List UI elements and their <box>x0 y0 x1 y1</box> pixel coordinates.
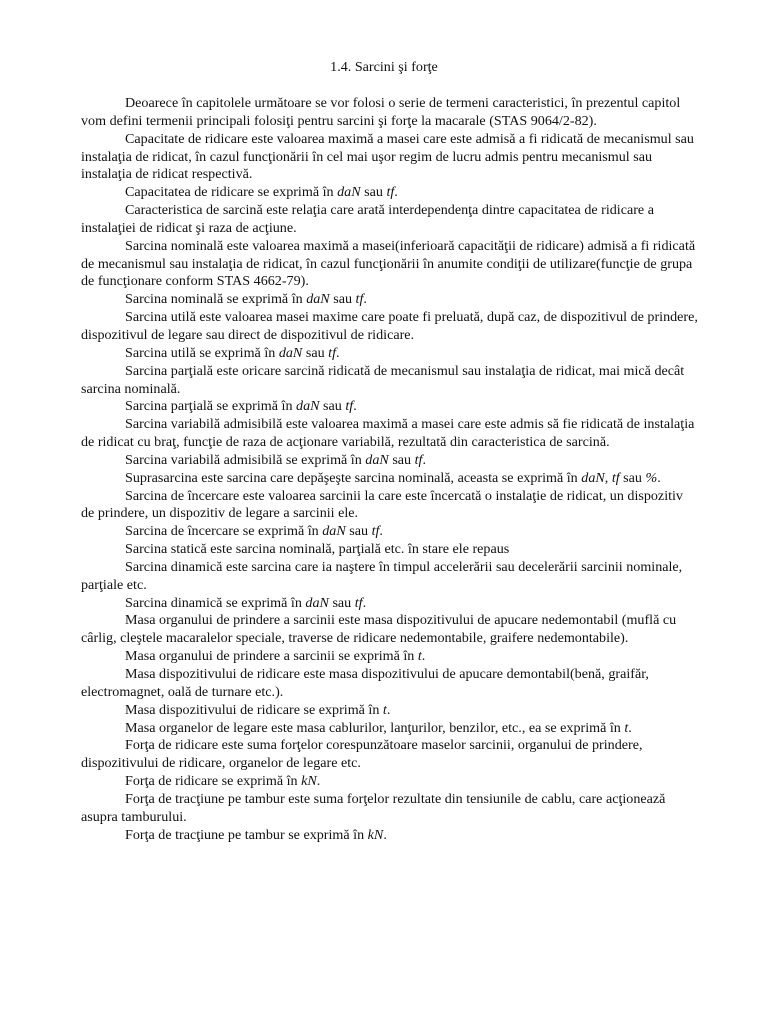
paragraph <box>81 523 699 541</box>
unit-text: daN <box>305 594 329 611</box>
paragraph <box>81 827 699 845</box>
paragraph <box>81 612 699 648</box>
paragraph <box>81 202 699 238</box>
paragraph-text: Forţa de tracţiune pe tambur se exprimă în <box>125 826 368 843</box>
paragraph-text: Sarcina dinamică se exprimă în <box>125 594 306 611</box>
paragraph <box>81 345 699 363</box>
paragraph-text: Sarcina parţială se exprimă în <box>125 398 297 415</box>
unit-text: t <box>382 701 387 718</box>
paragraph-text: Masa dispozitivului de ridicare se exprimă în <box>125 701 383 718</box>
paragraph <box>81 184 699 202</box>
paragraph <box>81 95 699 131</box>
paragraph-text: sau <box>388 451 415 468</box>
paragraph-text: Forţa de ridicare se exprimă în <box>125 773 302 790</box>
section-title: 1.4. Sarcini şi forţe <box>330 59 438 75</box>
paragraph-text: . <box>628 719 632 736</box>
paragraph-text: . <box>657 469 661 486</box>
paragraph-text: Sarcina variabilă admisibilă se exprimă în <box>125 451 366 468</box>
paragraph-text: Sarcina parţială este oricare sarcină ridicată de mecanismul sau instalaţia de ridicat, mai mică decât sarcina nominală. <box>81 362 685 397</box>
unit-text: tf <box>355 291 364 308</box>
unit-text: kN <box>301 773 317 790</box>
paragraph <box>81 720 699 738</box>
paragraph-text: sau <box>360 184 387 201</box>
paragraph-text: Masa organelor de legare este masa cablurilor, lanţurilor, benzilor, etc., ea se exprimă în <box>125 719 625 736</box>
paragraph-text: Sarcina statică este sarcina nominală, parţială etc. în stare ele repaus <box>125 541 510 558</box>
paragraph-text: Sarcina de încercare este valoarea sarcinii la care este încercată o instalaţie de ridicat, un dispozitiv de prindere, un dispozitiv de legare a sarcinii ele. <box>81 487 683 522</box>
unit-text: daN <box>337 184 361 201</box>
paragraph <box>81 452 699 470</box>
paragraph <box>81 309 699 345</box>
paragraph-text: Caracteristica de sarcină este relaţia care arată interdependenţa dintre capacitatea de ridicare a instalaţiei de ridicat şi raza de acţiune. <box>81 202 654 236</box>
unit-text: tf <box>345 398 354 415</box>
paragraph <box>81 291 699 309</box>
document-body <box>81 95 699 844</box>
unit-text: t <box>417 648 422 665</box>
paragraph <box>81 648 699 666</box>
unit-text: daN <box>365 451 389 468</box>
paragraph-text: Sarcina nominală este valoarea maximă a masei(inferioară capacităţii de ridicare) admisă a fi ridicată de mecanismul sau instalaţia de ridicat, în cazul funcţionării în anumite condiţii de utilizare(funcţie de grupa de funcţionare conform STAS 4662-79). <box>81 237 696 290</box>
paragraph-text: . <box>362 594 367 611</box>
unit-text: tf <box>386 184 395 201</box>
paragraph <box>81 559 699 595</box>
paragraph <box>81 131 699 185</box>
paragraph-text: . <box>336 344 340 361</box>
paragraph <box>81 398 699 416</box>
paragraph-text: Forţa de tracţiune pe tambur este suma forţelor rezultate din tensiunile de cablu, care acţionează asupra tamburului. <box>81 790 666 825</box>
paragraph-text: sau <box>619 469 646 486</box>
paragraph-text: Sarcina nominală se exprimă în <box>125 291 307 308</box>
paragraph-text: sau <box>302 344 329 361</box>
paragraph-text: Forţa de ridicare este suma forţelor corespunzătoare maselor sarcinii, organului de prindere, dispozitivului de ridicare, organelor de legare etc. <box>81 737 643 772</box>
paragraph-text: Sarcina de încercare se exprimă în <box>125 523 323 540</box>
paragraph-text: . <box>421 648 426 665</box>
paragraph-text: Sarcina variabilă admisibilă este valoarea maximă a masei care este admis să fie ridicată de instalaţia de ridicat cu braţ, funcţie de raza de acţionare variabilă, rezultată din caracteristica de sarcină. <box>81 416 695 451</box>
paragraph-text: sau <box>319 398 346 415</box>
paragraph-text: Sarcina utilă este valoarea masei maxime care poate fi preluată, după caz, de dispozitivul de prindere, dispozitivul de legare sau direct de dispozitivul de ridicare. <box>81 309 698 343</box>
unit-text: daN <box>581 469 605 486</box>
paragraph-text: Capacitatea de ridicare se exprimă în <box>125 184 338 201</box>
paragraph-text: Masa organului de prindere a sarcinii se exprimă în <box>125 648 418 665</box>
unit-text: tf <box>414 451 423 468</box>
paragraph <box>81 541 699 559</box>
paragraph <box>81 773 699 791</box>
paragraph-text: Masa dispozitivului de ridicare este masa dispozitivului de apucare demontabil(benă, graifăr, electromagnet, oală de turnare etc.). <box>81 666 649 700</box>
paragraph <box>81 595 699 613</box>
paragraph <box>81 791 699 827</box>
paragraph-text: Deoarece în capitolele următoare se vor folosi o serie de termeni caracteristici, în prezentul capitol vom defini termenii principali folosiţi pentru sarcini şi forţe la macarale (STAS 9064/2-82). <box>81 95 681 129</box>
unit-text: tf <box>328 344 336 361</box>
paragraph <box>81 737 699 773</box>
unit-text: tf <box>371 523 380 540</box>
paragraph-text: . <box>363 291 367 308</box>
paragraph-text: sau <box>328 594 355 611</box>
paragraph <box>81 238 699 292</box>
paragraph <box>81 363 699 399</box>
paragraph-text: . <box>379 523 383 540</box>
paragraph-text: sau <box>345 523 372 540</box>
paragraph-text: . <box>353 398 357 415</box>
paragraph <box>81 416 699 452</box>
unit-text: tf <box>354 594 363 611</box>
paragraph-text: Suprasarcina este sarcina care depăşeşte sarcina nominală, aceasta se exprimă în <box>125 469 582 486</box>
paragraph-text: Masa organului de prindere a sarcinii este masa dispozitivului de apucare nedemontabil (muflă cu cârlig, cleştele macaralelor speciale, traverse de ridicare nedemontabile, graifere nedemontabile). <box>81 612 677 647</box>
paragraph-text: Sarcina dinamică este sarcina care ia naştere în timpul accelerării sau decelerării sarcinii nominale, parţiale etc. <box>81 558 683 593</box>
unit-text: tf <box>611 469 620 486</box>
unit-text: kN <box>367 826 384 843</box>
unit-text: daN <box>306 291 330 308</box>
paragraph-text: . <box>422 451 427 468</box>
unit-text: daN <box>278 344 303 361</box>
paragraph-text: . <box>394 184 398 201</box>
unit-text: % <box>645 469 658 486</box>
paragraph <box>81 702 699 720</box>
unit-text: t <box>624 719 629 736</box>
paragraph <box>81 470 699 488</box>
paragraph-text: , <box>604 469 612 486</box>
paragraph-text: sau <box>329 291 356 308</box>
paragraph-text: Capacitate de ridicare este valoarea maximă a masei care este admisă a fi ridicată de mecanismul sau instalaţia de ridicat, în cazul funcţionării în cel mai uşor regim de lucru admis pentru mecanismul sau instalaţia de ridicat respectivă. <box>81 130 694 183</box>
paragraph-text: . <box>383 826 387 843</box>
paragraph-text: . <box>316 773 321 790</box>
paragraph <box>81 488 699 524</box>
paragraph-text: . <box>386 701 391 718</box>
unit-text: daN <box>322 523 346 540</box>
unit-text: daN <box>296 398 320 415</box>
paragraph-text: Sarcina utilă se exprimă în <box>125 344 279 361</box>
paragraph <box>81 666 699 702</box>
